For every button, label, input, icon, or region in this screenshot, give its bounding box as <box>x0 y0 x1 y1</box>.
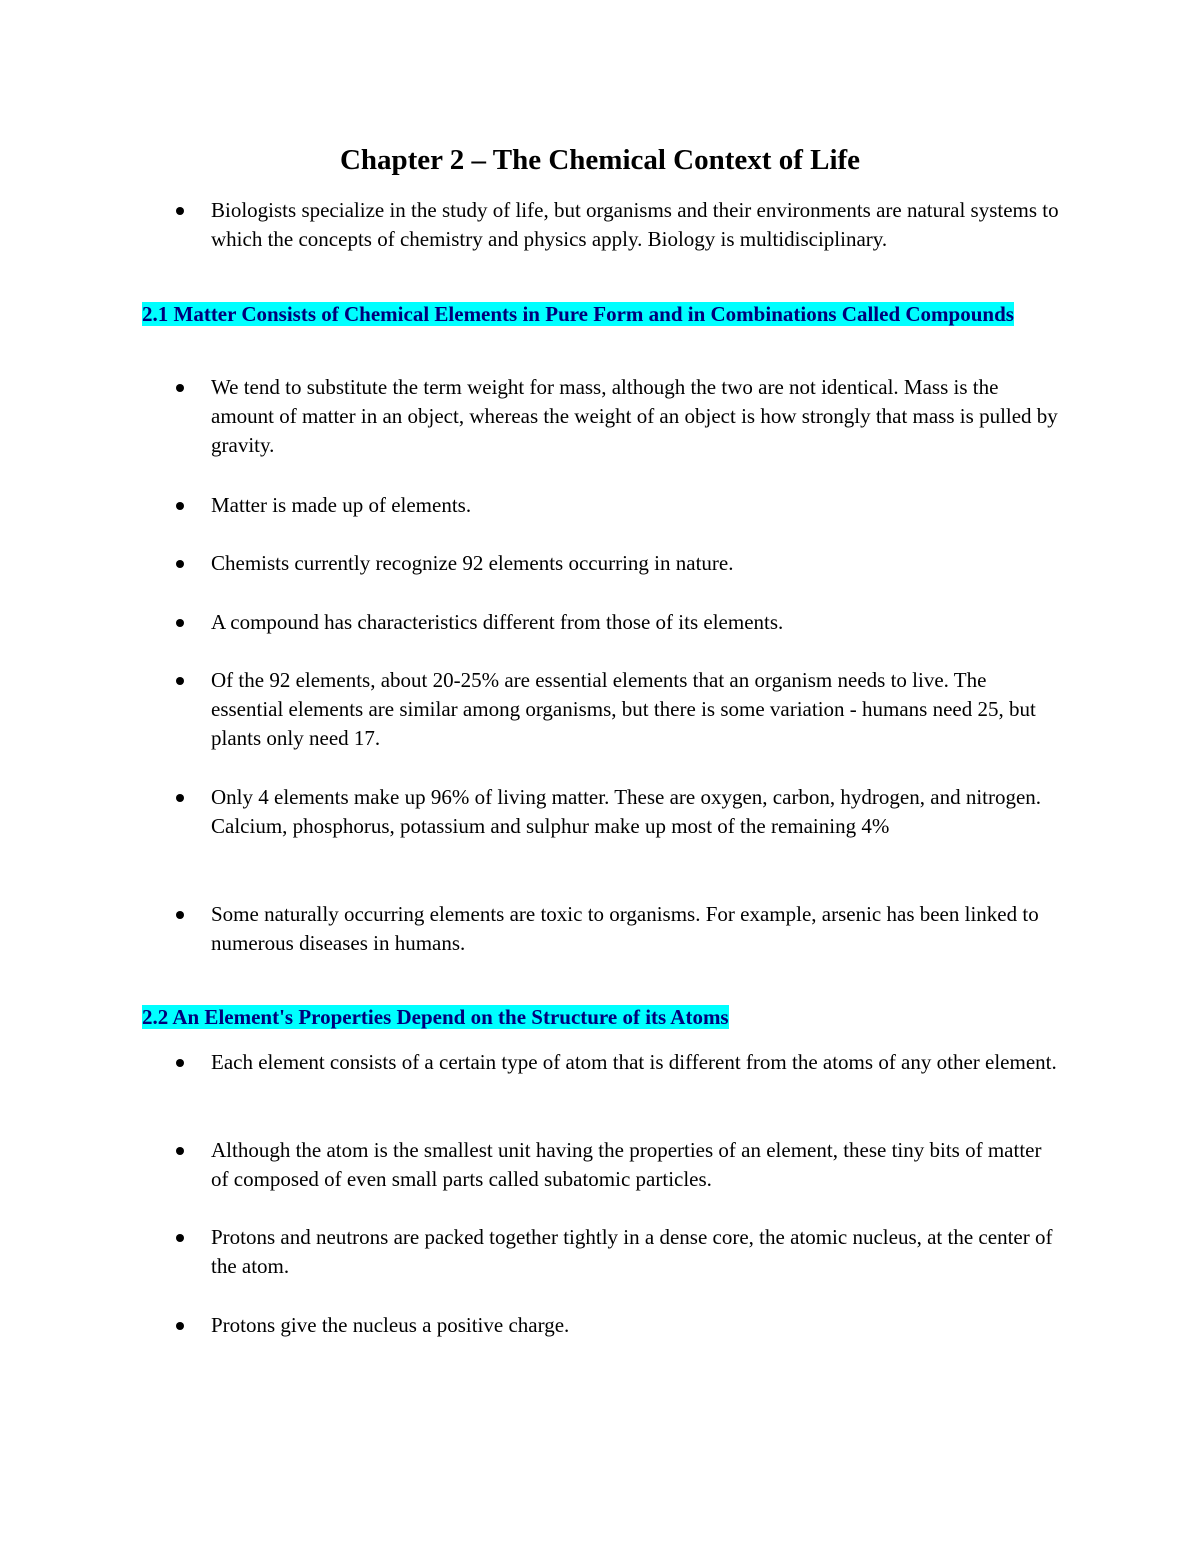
bullet-icon <box>176 502 184 510</box>
section-heading-text: 2.2 An Element's Properties Depend on the Structure of its Atoms <box>142 1005 729 1029</box>
bullet-icon <box>176 677 184 685</box>
section-heading-text: 2.1 Matter Consists of Chemical Elements in Pure Form and in Combinations Called Compounds <box>142 302 1014 326</box>
bullet-icon <box>176 619 184 627</box>
bullet-text: Chemists currently recognize 92 elements occurring in nature. <box>211 551 734 575</box>
bullet-icon <box>176 911 184 919</box>
bullet-text: Protons give the nucleus a positive charge. <box>211 1313 570 1337</box>
bullet-text: Biologists specialize in the study of life, but organisms and their environments are natural systems to which the concepts of chemistry and physics apply. Biology is multidisciplinary. <box>211 198 1059 251</box>
bullet-text: Only 4 elements make up 96% of living matter. These are oxygen, carbon, hydrogen, and nitrogen. Calcium, phosphorus, potassium and sulphur make up most of the remaining 4% <box>211 785 1042 838</box>
section-heading-2-1 <box>142 300 1022 329</box>
bullet-icon <box>176 1234 184 1242</box>
bullet-text: Some naturally occurring elements are toxic to organisms. For example, arsenic has been linked to numerous diseases in humans. <box>211 902 1039 955</box>
bullet-text: Protons and neutrons are packed together tightly in a dense core, the atomic nucleus, at the center of the atom. <box>211 1225 1053 1278</box>
section-heading-2-2 <box>142 1003 1022 1032</box>
bullet-text: Although the atom is the smallest unit having the properties of an element, these tiny bits of matter of composed of even small parts called subatomic particles. <box>211 1138 1042 1191</box>
bullet-icon <box>176 1322 184 1330</box>
bullet-icon <box>176 794 184 802</box>
bullet-icon <box>176 560 184 568</box>
bullet-icon <box>176 207 184 215</box>
bullet-icon <box>176 1059 184 1067</box>
bullet-text: Of the 92 elements, about 20-25% are essential elements that an organism needs to live. The essential elements are similar among organisms, but there is some variation - humans need 25, but plants only need 17. <box>211 668 1036 750</box>
bullet-text: Each element consists of a certain type of atom that is different from the atoms of any other element. <box>211 1050 1057 1074</box>
bullet-text: Matter is made up of elements. <box>211 493 472 517</box>
bullet-text: A compound has characteristics different from those of its elements. <box>211 610 784 634</box>
bullet-icon <box>176 1147 184 1155</box>
bullet-icon <box>176 384 184 392</box>
bullet-text: We tend to substitute the term weight for mass, although the two are not identical. Mass is the amount of matter in an object, whereas the weight of an object is how strongly that mass is pulled by gravity. <box>211 375 1058 457</box>
page-title: Chapter 2 – The Chemical Context of Life <box>339 144 861 176</box>
